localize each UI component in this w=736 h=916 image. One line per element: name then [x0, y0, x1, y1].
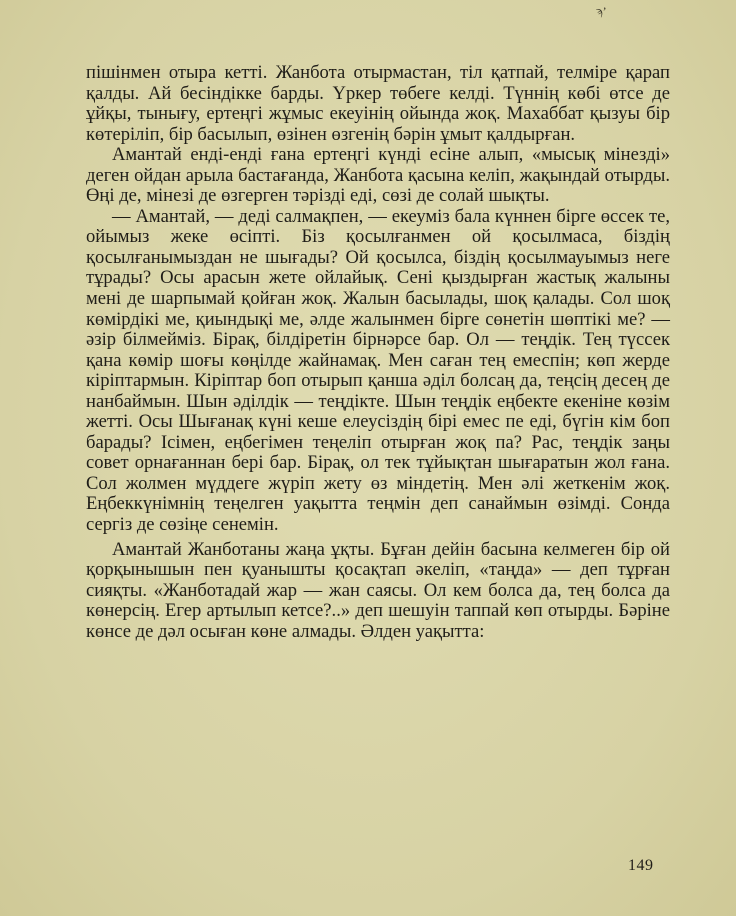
page-number: 149: [628, 857, 654, 874]
paragraph-4: Амантай Жанботаны жаңа ұқты. Бұған дейін басына келмеген бір ой қорқынышын пен қуанышты қосақтап әкеліп, «таңда» — деп тұрған сияқты. «Жанботадай жар — жан саясы. Ол кем болса да, тең болса да көнерсің. Егер артылып кетсе?..» деп шешуін таппай көп отырды. Бәріне көнсе де дәл осыған көне алмады. Әлден уақытта:: [86, 538, 670, 642]
corner-mark: ϡ’: [596, 4, 607, 18]
paragraph-1: пішінмен отыра кетті. Жанбота отырмастан, тіл қатпай, телміре қарап қалды. Ай бесіндікке барды. Үркер төбеге келді. Түннің көбі өтсе де ұйқы, тынығу, ертеңгі жұмыс екеуінің ойында жоқ. Махаббат қызуы бір көтеріліп, бір басылып, өзінен өзгенің бәрін ұмыт қалдырған.: [86, 62, 670, 145]
paragraph-2: Амантай енді-енді ғана ертеңгі күнді есіне алып, «мысық мінезді» деген ойдан арыла бастағанда, Жанбота қасына келіп, жақындай отырды. Өңі де, мінезі де өзгерген тәрізді еді, сөзі де солай шықты.: [86, 144, 670, 207]
page-text: [86, 63, 670, 642]
paragraph-3: — Амантай, — деді салмақпен, — екеуміз бала күннен бірге өссек те, ойымыз жеке өсіпті. Біз қосылғанмен ой қосылмаса, біздің қосылғанымыздан не шығады? Ой қосылса, біздің қосылмауымыз неге тұрады? Осы арасын жете ойлайық. Сені қыздырған жастық жалыны мені де шарпымай қойған жоқ. Жалын басылады, шоқ қалады. Сол шоқ көмірдікі ме, қиындықі ме, әлде жалынмен бірге сөнетін шөптікі ме? — әзір білмейміз. Бірақ, білдіретін бірнәрсе бар. Ол — теңдік. Тең түссек қана көмір шоғы көңілде жайнамақ. Мен саған тең емеспін; көп жерде кіріптармын. Кіріптар боп отырып қанша әділ болсаң да, теңсің десең де нанбаймын. Шын әділдік — теңдікте. Шын теңдік еңбекте екеніне көзім жетті. Осы Шығанақ күні кеше елеусіздің бірі емес пе еді, бүгін кім боп барады? Ісімен, еңбегімен теңеліп отырған жоқ па? Рас, теңдік заңы совет орнағаннан бері бар. Бірақ, ол тек тұйықтан шығаратын жол ғана. Сол жолмен мүддеге жүріп жету өз міндетің. Мен әлі жеткенім жоқ. Еңбеккүнімнің теңелген уақытта теңмін деп санаймын өзімді. Сонда сергіз де сөзіңе сенемін.: [86, 205, 670, 536]
